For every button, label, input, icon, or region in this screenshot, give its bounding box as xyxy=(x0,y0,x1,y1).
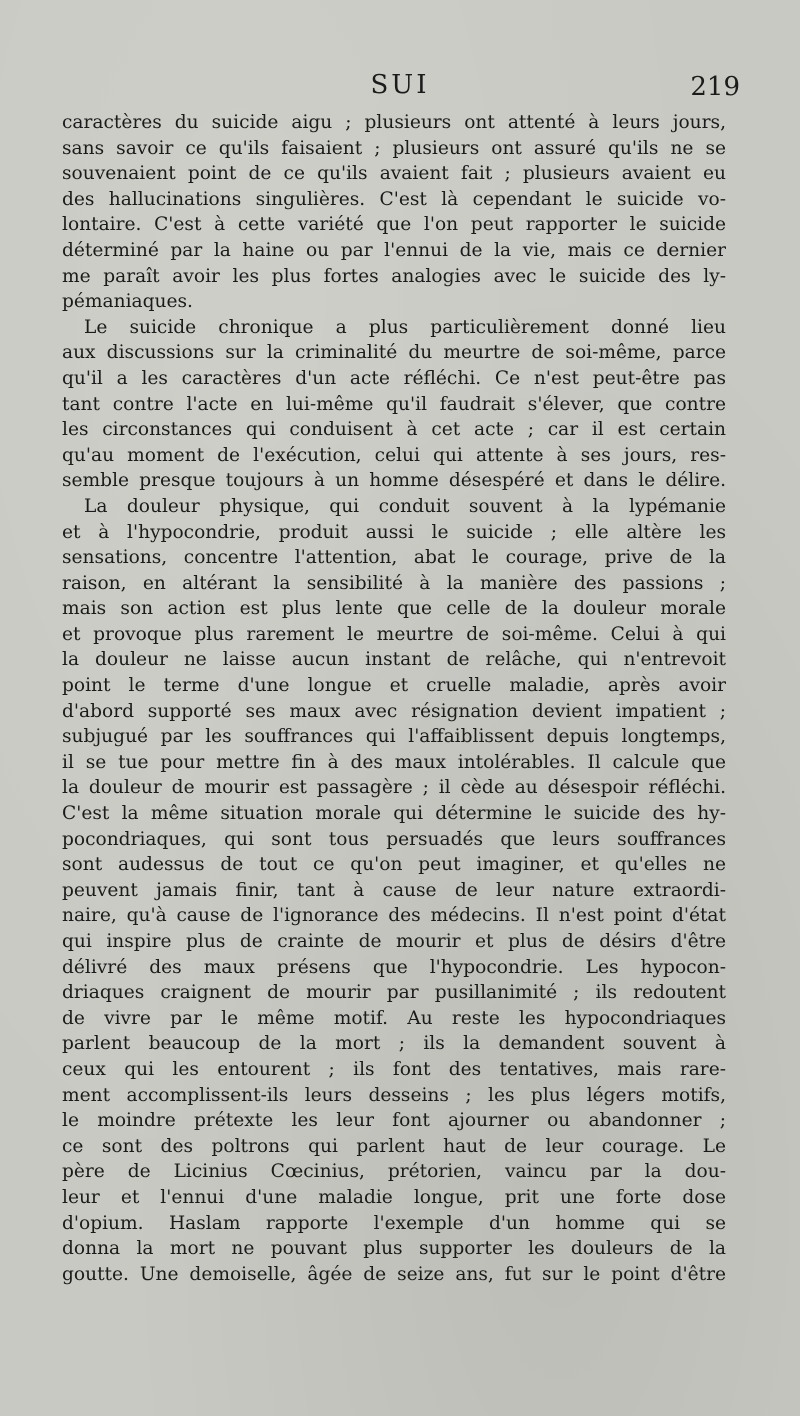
body-text xyxy=(62,110,726,1287)
text-line: qu'il a les caractères d'un acte réfléchi. Ce n'est peut-être pas xyxy=(62,367,726,389)
text-line: mais son action est plus lente que celle de la douleur morale xyxy=(62,598,726,620)
text-line: tant contre l'acte en lui-même qu'il faudrait s'élever, que contre xyxy=(62,393,726,415)
text-line: sont audessus de tout ce qu'on peut imaginer, et qu'elles ne xyxy=(62,854,726,876)
text-line: et provoque plus rarement le meurtre de soi-même. Celui à qui xyxy=(62,623,726,645)
text-line: ceux qui les entourent ; ils font des tentatives, mais rare- xyxy=(62,1058,726,1080)
text-line: la douleur ne laisse aucun instant de relâche, qui n'entrevoit xyxy=(62,649,726,671)
text-line: goutte. Une demoiselle, âgée de seize ans, fut sur le point d'être xyxy=(62,1263,726,1285)
text-line: pémaniaques. xyxy=(62,291,193,313)
text-line: pocondriaques, qui sont tous persuadés que leurs souffrances xyxy=(62,828,726,850)
text-line: déterminé par la haine ou par l'ennui de la vie, mais ce dernier xyxy=(62,239,726,261)
text-line: ment accomplissent-ils leurs desseins ; les plus légers motifs, xyxy=(62,1084,726,1106)
text-line: le moindre prétexte les leur font ajourner ou abandonner ; xyxy=(62,1110,726,1132)
running-head: SUI xyxy=(370,70,430,100)
text-line: C'est la même situation morale qui détermine le suicide des hy- xyxy=(62,803,726,825)
paragraph-start-line: Le suicide chronique a plus particulièrement donné lieu xyxy=(84,316,726,338)
text-line: caractères du suicide aigu ; plusieurs ont attenté à leurs jours, xyxy=(62,112,726,133)
text-line: raison, en altérant la sensibilité à la manière des passions ; xyxy=(62,572,726,594)
text-line: qui inspire plus de crainte de mourir et plus de désirs d'être xyxy=(62,931,726,952)
text-line: il se tue pour mettre fin à des maux intolérables. Il calcule que xyxy=(62,751,726,773)
text-line: me paraît avoir les plus fortes analogies avec le suicide des ly- xyxy=(62,265,726,287)
text-line: sensations, concentre l'attention, abat le courage, prive de la xyxy=(62,547,726,569)
text-line: lontaire. C'est à cette variété que l'on peut rapporter le suicide xyxy=(62,214,726,236)
text-line: subjugué par les souffrances qui l'affaiblissent depuis longtemps, xyxy=(62,726,726,748)
text-line: des hallucinations singulières. C'est là cependant le suicide vo- xyxy=(62,188,726,210)
text-line: les circonstances qui conduisent à cet acte ; car il est certain xyxy=(62,419,726,441)
text-line: de vivre par le même motif. Au reste les hypocondriaques xyxy=(62,1007,726,1029)
text-line: souvenaient point de ce qu'ils avaient fait ; plusieurs avaient eu xyxy=(62,163,726,185)
text-line: d'abord supporté ses maux avec résignation devient impatient ; xyxy=(62,700,726,722)
text-line: d'opium. Haslam rapporte l'exemple d'un homme qui se xyxy=(62,1212,726,1234)
text-line: et à l'hypocondrie, produit aussi le suicide ; elle altère les xyxy=(62,521,726,543)
text-line: qu'au moment de l'exécution, celui qui attente à ses jours, res- xyxy=(62,444,726,466)
text-line: père de Licinius Cœcinius, prétorien, vaincu par la dou- xyxy=(62,1161,726,1183)
paragraph-start-line: La douleur physique, qui conduit souvent à la lypémanie xyxy=(84,495,726,517)
text-line: naire, qu'à cause de l'ignorance des médecins. Il n'est point d'état xyxy=(62,905,726,927)
text-line: point le terme d'une longue et cruelle maladie, après avoir xyxy=(62,675,726,697)
text-line: aux discussions sur la criminalité du meurtre de soi-même, parce xyxy=(62,342,726,364)
text-line: driaques craignent de mourir par pusillanimité ; ils redoutent xyxy=(62,982,726,1004)
text-line: sans savoir ce qu'ils faisaient ; plusieurs ont assuré qu'ils ne se xyxy=(62,137,726,159)
page-header xyxy=(60,70,740,110)
text-line: ce sont des poltrons qui parlent haut de leur courage. Le xyxy=(62,1135,726,1157)
text-line: la douleur de mourir est passagère ; il cède au désespoir réfléchi. xyxy=(62,777,726,799)
text-line: délivré des maux présens que l'hypocondrie. Les hypocon- xyxy=(62,956,726,978)
text-line: semble presque toujours à un homme désespéré et dans le délire. xyxy=(62,470,726,492)
text-line: parlent beaucoup de la mort ; ils la demandent souvent à xyxy=(62,1033,726,1055)
text-line: donna la mort ne pouvant plus supporter les douleurs de la xyxy=(62,1238,726,1260)
page-number: 219 xyxy=(690,72,740,102)
text-line: peuvent jamais finir, tant à cause de leur nature extraordi- xyxy=(62,879,726,901)
text-line: leur et l'ennui d'une maladie longue, prit une forte dose xyxy=(62,1186,726,1208)
